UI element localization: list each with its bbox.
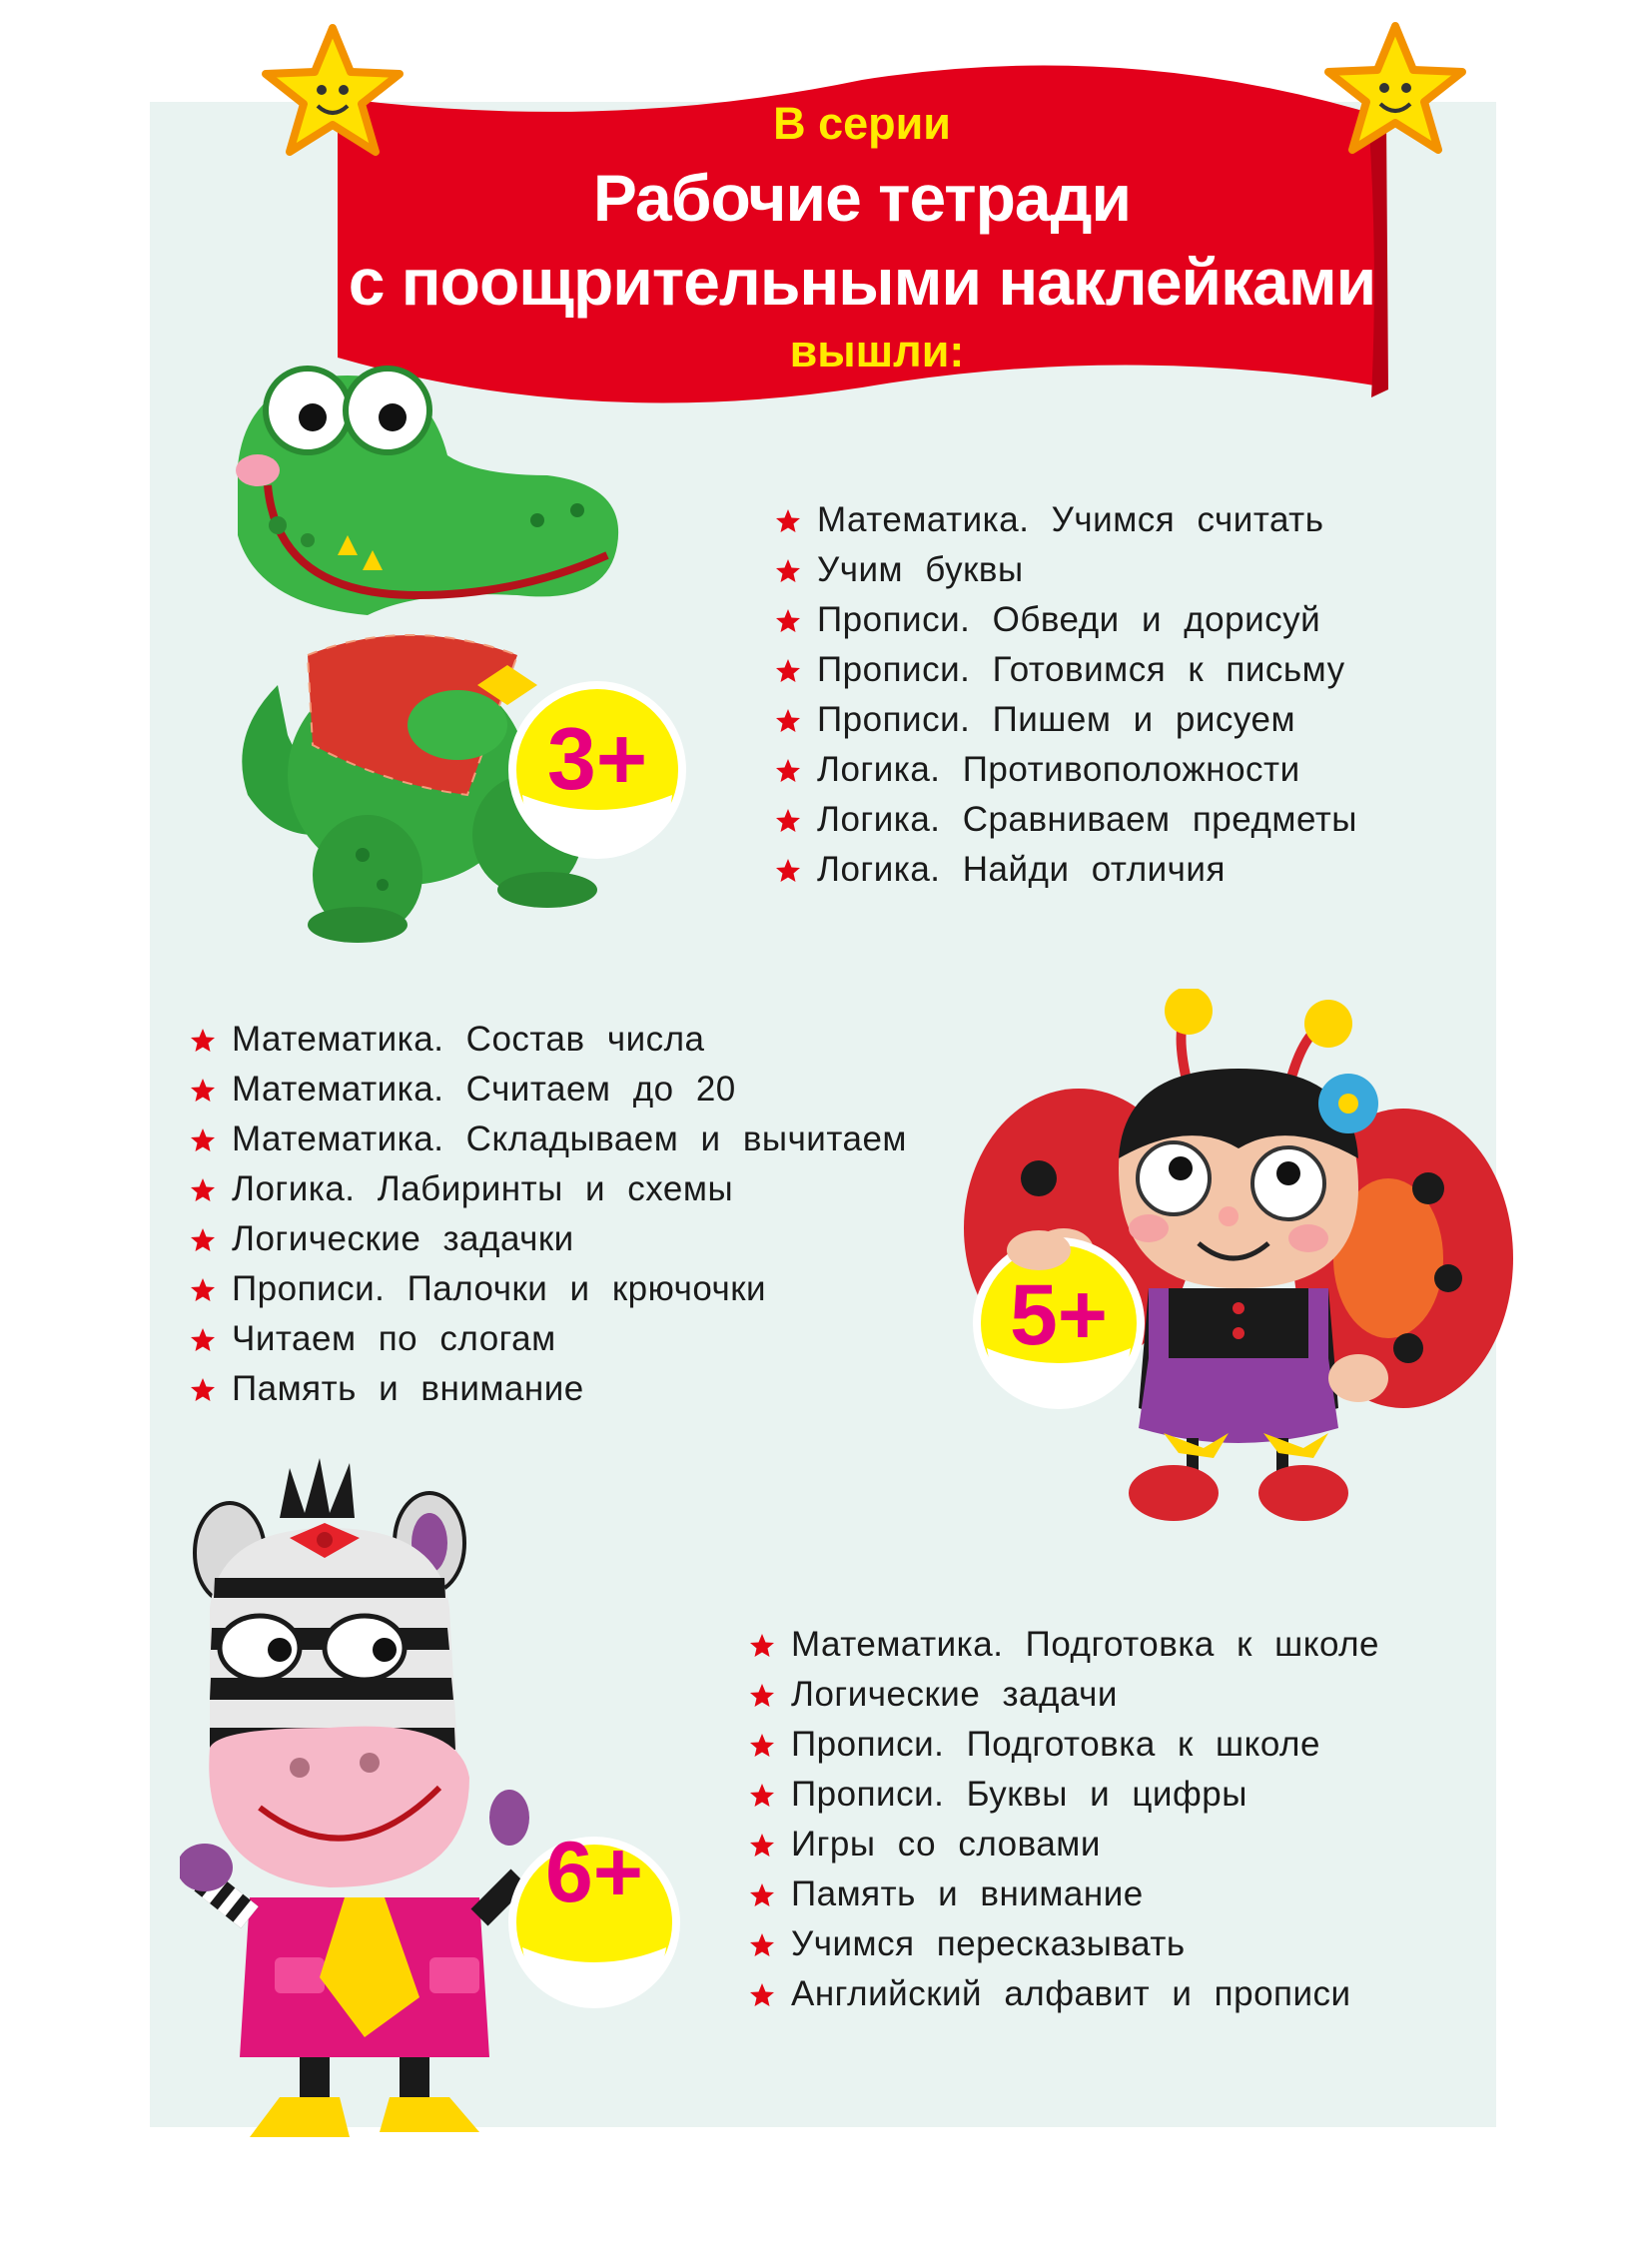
red-star-bullet-icon [775,658,801,684]
red-star-bullet-icon [190,1327,216,1353]
book-title: Логика. Лабиринты и схемы [232,1169,734,1208]
red-star-bullet-icon [775,558,801,584]
book-title: Математика. Учимся считать [817,500,1324,539]
list-item [190,1065,907,1115]
list-item [749,1919,1379,1969]
red-star-bullet-icon [190,1227,216,1253]
book-title: Прописи. Подготовка к школе [791,1725,1320,1764]
red-star-bullet-icon [190,1028,216,1054]
list-item [190,1314,907,1364]
list-item [775,545,1357,595]
red-star-bullet-icon [190,1078,216,1104]
red-star-bullet-icon [190,1277,216,1303]
book-title: Прописи. Обведи и дорисуй [817,600,1321,639]
red-star-bullet-icon [775,708,801,734]
red-star-bullet-icon [190,1177,216,1203]
red-star-bullet-icon [749,1833,775,1859]
list-item [749,1620,1379,1670]
book-title: Логические задачки [232,1219,574,1258]
list-item [749,1770,1379,1820]
book-title: Английский алфавит и прописи [791,1974,1351,2013]
list-item [749,1670,1379,1720]
crocodile-mascot-illustration [218,356,717,945]
book-list-5plus [190,1015,907,1414]
banner-published-label: вышли: [789,326,965,376]
red-star-bullet-icon [749,1932,775,1958]
banner-title-line1: Рабочие тетради [592,161,1132,235]
book-title: Математика. Складываем и вычитаем [232,1120,907,1158]
book-title: Память и внимание [232,1369,584,1408]
smiling-star-right-icon [1320,20,1470,160]
red-star-bullet-icon [775,608,801,634]
book-title: Память и внимание [791,1874,1144,1913]
book-title: Математика. Состав числа [232,1020,705,1059]
zebra-mascot-illustration [180,1458,709,2137]
book-title: Прописи. Палочки и крючочки [232,1269,767,1308]
book-title: Учимся пересказывать [791,1924,1186,1963]
list-item [775,495,1357,545]
red-star-bullet-icon [749,1982,775,2008]
book-title: Логические задачи [791,1675,1118,1714]
age-badge-3plus: 3+ [546,709,648,808]
book-list-6plus [749,1620,1379,2019]
list-item [749,1720,1379,1770]
list-item [775,745,1357,795]
red-star-bullet-icon [749,1882,775,1908]
book-title: Прописи. Готовимся к письму [817,650,1345,689]
list-item [749,1820,1379,1869]
book-title: Игры со словами [791,1825,1101,1864]
red-star-bullet-icon [749,1683,775,1709]
red-star-bullet-icon [775,858,801,884]
book-title: Математика. Считаем до 20 [232,1070,736,1109]
list-item [190,1015,907,1065]
list-item [190,1164,907,1214]
list-item [775,595,1357,645]
red-star-bullet-icon [775,508,801,534]
age-badge-6plus: 6+ [544,1825,644,1920]
list-item [749,1969,1379,2019]
list-item [190,1364,907,1414]
book-title: Логика. Противоположности [817,750,1300,789]
book-title: Прописи. Пишем и рисуем [817,700,1296,739]
red-star-bullet-icon [775,758,801,784]
list-item [190,1214,907,1264]
book-title: Математика. Подготовка к школе [791,1625,1380,1664]
list-item [775,695,1357,745]
list-item [775,645,1357,695]
list-item [775,795,1357,845]
list-item [190,1115,907,1164]
red-star-bullet-icon [749,1783,775,1809]
list-item [190,1264,907,1314]
book-title: Логика. Найди отличия [817,850,1226,889]
red-star-bullet-icon [190,1127,216,1153]
book-title: Читаем по слогам [232,1319,556,1358]
book-list-3plus [775,495,1357,895]
red-star-bullet-icon [749,1733,775,1759]
book-title: Прописи. Буквы и цифры [791,1775,1247,1814]
age-badge-5plus: 5+ [1009,1267,1109,1363]
list-item [775,845,1357,895]
book-title: Логика. Сравниваем предметы [817,800,1357,839]
smiling-star-left-icon [258,22,408,162]
red-star-bullet-icon [775,808,801,834]
list-item [749,1869,1379,1919]
banner-title-line2: с поощрительными наклейками [348,245,1376,319]
book-title: Учим буквы [817,550,1024,589]
red-star-bullet-icon [749,1633,775,1659]
red-star-bullet-icon [190,1377,216,1403]
banner-series-label: В серии [773,98,951,149]
